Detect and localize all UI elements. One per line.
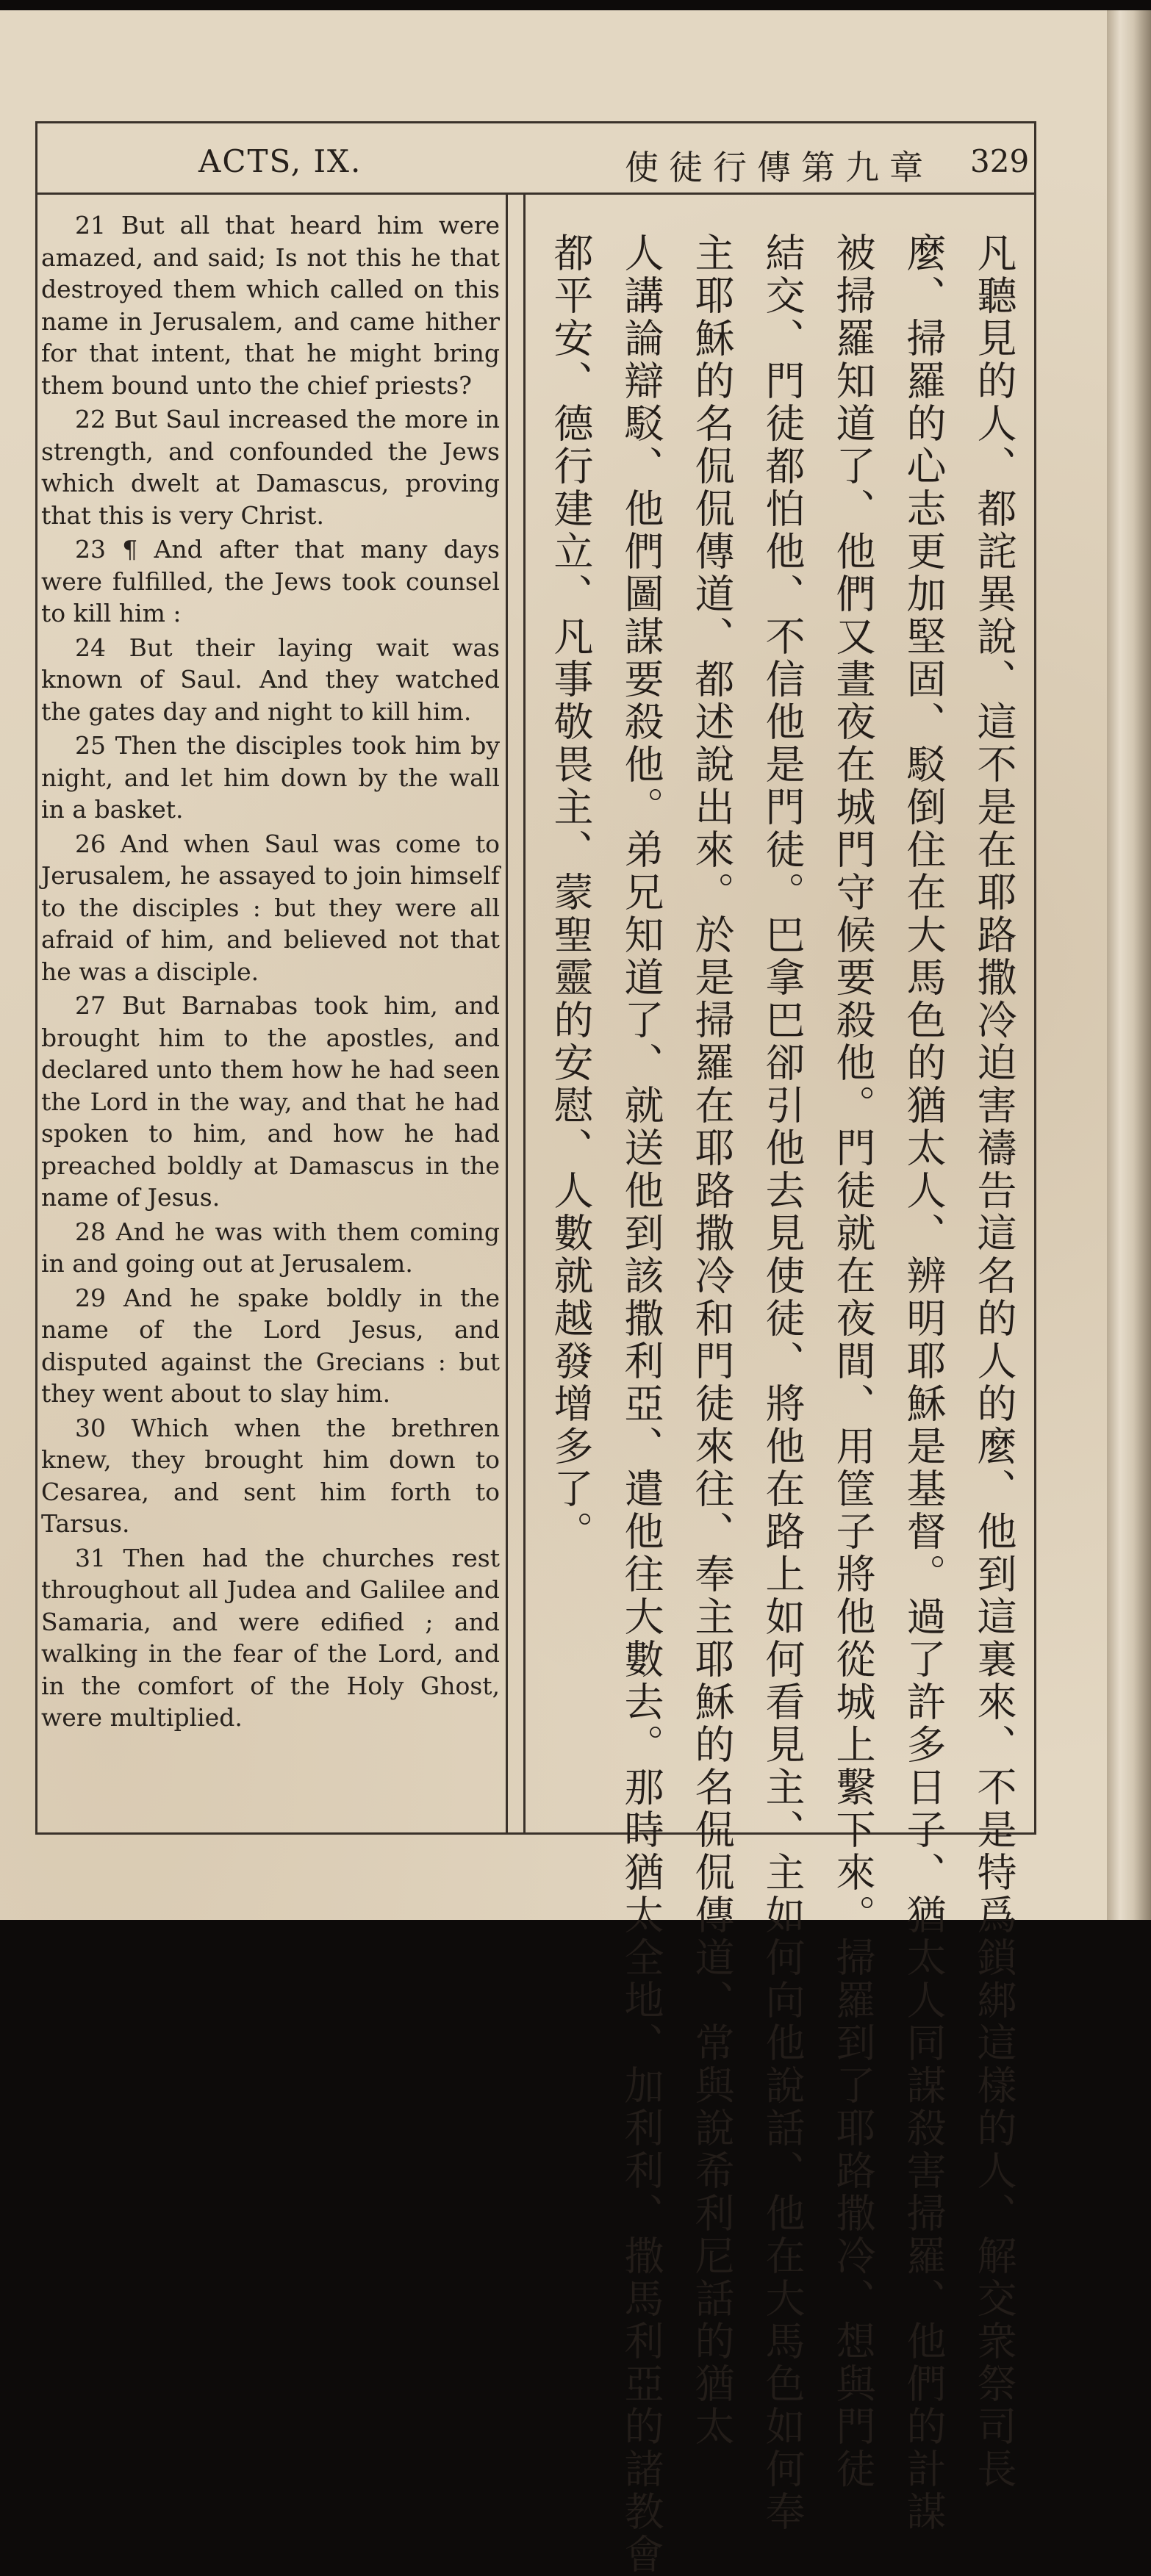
chinese-column-4: 結交、門徒都怕他、不信他是門徒。巴拿巴卻引他去見使徒、將他在路上如何看見主、主如何向他說話、他在大馬色如何奉 xyxy=(759,232,806,2533)
running-head-chinese: 使徒行傳第九章 xyxy=(625,148,933,187)
running-head-english: ACTS, IX. xyxy=(198,143,362,179)
verse-30: 30 Which when the brethren knew, they brought him down to Cesarea, and sent him forth to Tarsus. xyxy=(41,1413,500,1538)
chinese-column-2: 麼、掃羅的心志更加堅固、駁倒住在大馬色的猶太人、辨明耶穌是基督。過了許多日子、猶太人同謀殺害掃羅、他們的計謀 xyxy=(900,232,947,2533)
column-divider-left xyxy=(506,193,508,1835)
column-divider-right xyxy=(523,193,526,1835)
page-edge-shadow xyxy=(1107,10,1151,1920)
chinese-column-7: 都平安、德行建立、凡事敬畏主、蒙聖靈的安慰、人數就越發增多了。 xyxy=(548,232,594,1553)
verse-24: 24 But their laying wait was known of Saul. And they watched the gates day and night to kill him. xyxy=(41,633,500,726)
chinese-column-3: 被掃羅知道了、他們又晝夜在城門守候要殺他。門徒就在夜間、用筐子將他從城上繫下來。掃羅到了耶路撒冷、想與門徒 xyxy=(830,232,876,2491)
verse-28: 28 And he was with them coming in and going out at Jerusalem. xyxy=(41,1217,500,1278)
page-number: 329 xyxy=(970,143,1030,179)
chinese-column-1: 凡聽見的人、都詫異說、這不是在耶路撒冷迫害禱告這名的人的麼、他到這裏來、不是特爲鎖綁這樣的人、解交衆祭司長 xyxy=(971,232,1017,2491)
verse-25: 25 Then the disciples took him by night, and let him down by the wall in a basket. xyxy=(41,731,500,824)
header-rule xyxy=(35,193,1036,195)
verse-26: 26 And when Saul was come to Jerusalem, he assayed to join himself to the disciples : but they were all afraid of him, and believed not that he was a disciple. xyxy=(41,829,500,986)
english-text-column xyxy=(41,209,500,1736)
chinese-column-5: 主耶穌的名侃侃傳道、都述說出來。於是掃羅在耶路撒冷和門徒來往、奉主耶穌的名侃侃傳道、常與說希利尼話的猶太 xyxy=(689,232,735,2448)
verse-27: 27 But Barnabas took him, and brought him to the apostles, and declared unto them how he had seen the Lord in the way, and that he had spoken to him, and how he had preached boldly at Damascus in the name of Jesus. xyxy=(41,991,500,1212)
verse-23: 23 ¶ And after that many days were fulfilled, the Jews took counsel to kill him : xyxy=(41,535,500,627)
verse-21: 21 But all that heard him were amazed, and said; Is not this he that destroyed them which called on this name in Jerusalem, and came hither for that intent, that he might bring them bound unto the chief priests? xyxy=(41,211,500,400)
chinese-text-column xyxy=(528,204,1028,2576)
chinese-column-6: 人講論辯駁、他們圖謀要殺他。弟兄知道了、就送他到該撒利亞、遣他往大數去。那時猶太全地、加利利、撒馬利亞的諸教會 xyxy=(618,232,664,2576)
verse-29: 29 And he spake boldly in the name of the Lord Jesus, and disputed against the Grecians : but they went about to slay him. xyxy=(41,1283,500,1408)
verse-31: 31 Then had the churches rest throughout all Judea and Galilee and Samaria, and were edified ; and walking in the fear of the Lord, and in the comfort of the Holy Ghost, were multiplied. xyxy=(41,1543,500,1732)
verse-22: 22 But Saul increased the more in strength, and confounded the Jews which dwelt at Damascus, proving that this is very Christ. xyxy=(41,405,500,530)
